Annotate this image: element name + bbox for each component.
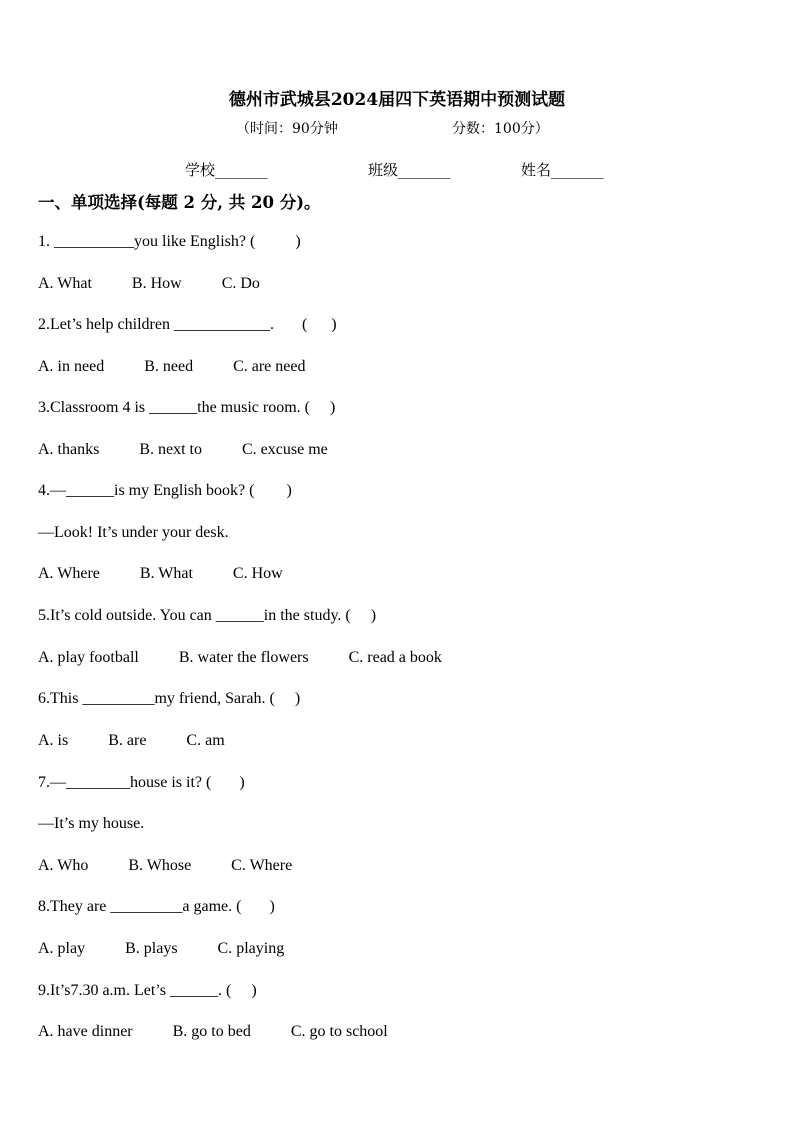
question-1: 1. __________you like English? ( ): [38, 233, 301, 250]
question-3-options: A. thanks B. next to C. excuse me: [38, 441, 328, 458]
question-3: 3.Classroom 4 is ______the music room. ( ): [38, 399, 336, 416]
question-8: 8.They are _________a game. ( ): [38, 898, 275, 915]
question-1-options: A. What B. How C. Do: [38, 275, 260, 292]
question-4: 4.—______is my English book? ( ): [38, 482, 292, 499]
question-2-options: A. in need B. need C. are need: [38, 358, 306, 375]
name-field: 姓名_______: [521, 161, 604, 179]
question-2: 2.Let’s help children ____________. ( ): [38, 316, 337, 333]
question-6-options: A. is B. are C. am: [38, 732, 225, 749]
question-4-reply: —Look! It’s under your desk.: [38, 524, 229, 541]
question-6: 6.This _________my friend, Sarah. ( ): [38, 690, 301, 707]
page-title: 德州市武城县2024届四下英语期中预测试题: [228, 90, 566, 110]
question-7: 7.—________house is it? ( ): [38, 774, 245, 791]
question-5-options: A. play football B. water the flowers C. read a book: [38, 649, 442, 666]
question-7-options: A. Who B. Whose C. Where: [38, 857, 293, 874]
question-8-options: A. play B. plays C. playing: [38, 940, 285, 957]
exam-time: （时间：90分钟: [236, 121, 338, 137]
question-9-options: A. have dinner B. go to bed C. go to school: [38, 1023, 388, 1040]
question-5: 5.It’s cold outside. You can ______in the study. ( ): [38, 607, 377, 624]
question-7-reply: —It’s my house.: [38, 815, 145, 832]
section-heading: 一、单项选择(每题 2 分, 共 20 分)。: [38, 193, 321, 212]
class-field: 班级_______: [368, 161, 451, 179]
exam-score: 分数：100分）: [452, 121, 549, 137]
question-4-options: A. Where B. What C. How: [38, 565, 283, 582]
school-field: 学校_______: [185, 161, 268, 179]
question-9: 9.It’s7.30 a.m. Let’s ______. ( ): [38, 982, 257, 999]
